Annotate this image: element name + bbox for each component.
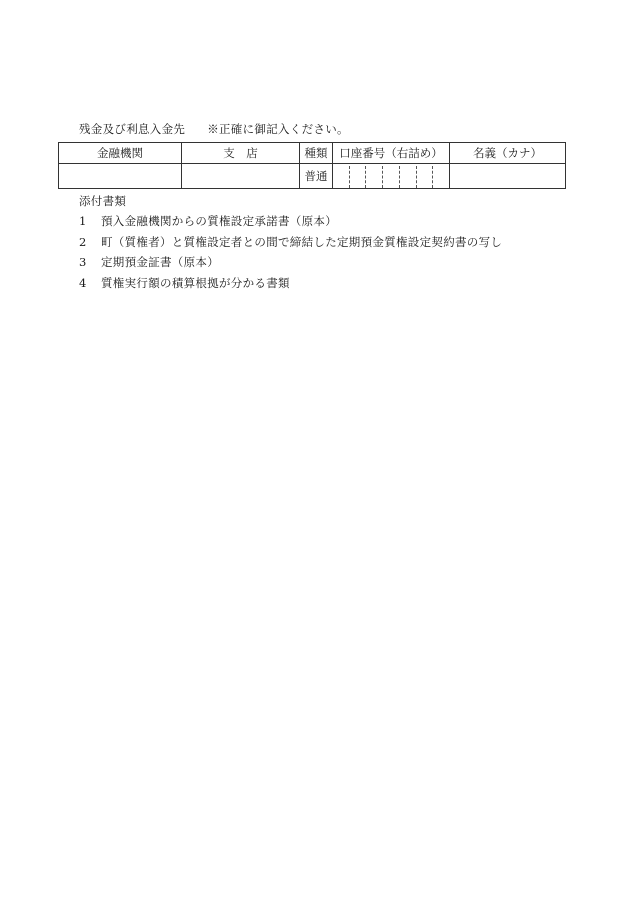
payment-destination-title: 残金及び利息入金先	[79, 122, 186, 136]
item-number: 1	[79, 214, 87, 228]
account-type-value: 普通	[300, 164, 333, 189]
header-account-holder: 名義（カナ）	[450, 143, 566, 164]
item-number: 2	[79, 234, 87, 249]
payment-destination-heading	[79, 121, 349, 137]
institution-field[interactable]	[59, 164, 182, 189]
header-account-number: 口座番号（右詰め）	[333, 143, 450, 164]
table-row	[59, 164, 566, 189]
list-item	[79, 234, 502, 255]
item-text: 町（質権者）と質権設定者との間で締結した定期預金質権設定契約書の写し	[101, 234, 503, 249]
item-text: 定期預金証書（原本）	[101, 255, 219, 269]
account-digit-box[interactable]	[383, 166, 400, 188]
header-branch: 支 店	[182, 143, 300, 164]
attachments-title: 添付書類	[79, 194, 127, 208]
account-holder-field[interactable]	[450, 164, 566, 189]
account-digit-boxes	[333, 165, 449, 188]
item-text: 預入金融機関からの質権設定承諾書（原本）	[101, 214, 337, 228]
header-account-type: 種類	[300, 143, 333, 164]
account-digit-box[interactable]	[433, 166, 449, 188]
account-digit-box[interactable]	[417, 166, 434, 188]
list-item	[79, 213, 502, 234]
list-item	[79, 254, 502, 275]
branch-field[interactable]	[182, 164, 300, 189]
account-digit-box[interactable]	[350, 166, 367, 188]
fill-in-note: ※正確に御記入ください。	[207, 122, 349, 136]
account-digit-box[interactable]	[366, 166, 383, 188]
item-number: 4	[79, 275, 87, 290]
item-number: 3	[79, 255, 87, 269]
table-header-row	[59, 143, 566, 164]
item-text: 質権実行額の積算根拠が分かる書類	[101, 275, 290, 290]
account-digit-box[interactable]	[333, 166, 350, 188]
attachments-list	[79, 213, 502, 295]
list-item	[79, 275, 502, 296]
account-number-field[interactable]	[333, 164, 450, 189]
header-institution: 金融機関	[59, 143, 182, 164]
bank-account-table	[58, 142, 566, 189]
account-digit-box[interactable]	[400, 166, 417, 188]
